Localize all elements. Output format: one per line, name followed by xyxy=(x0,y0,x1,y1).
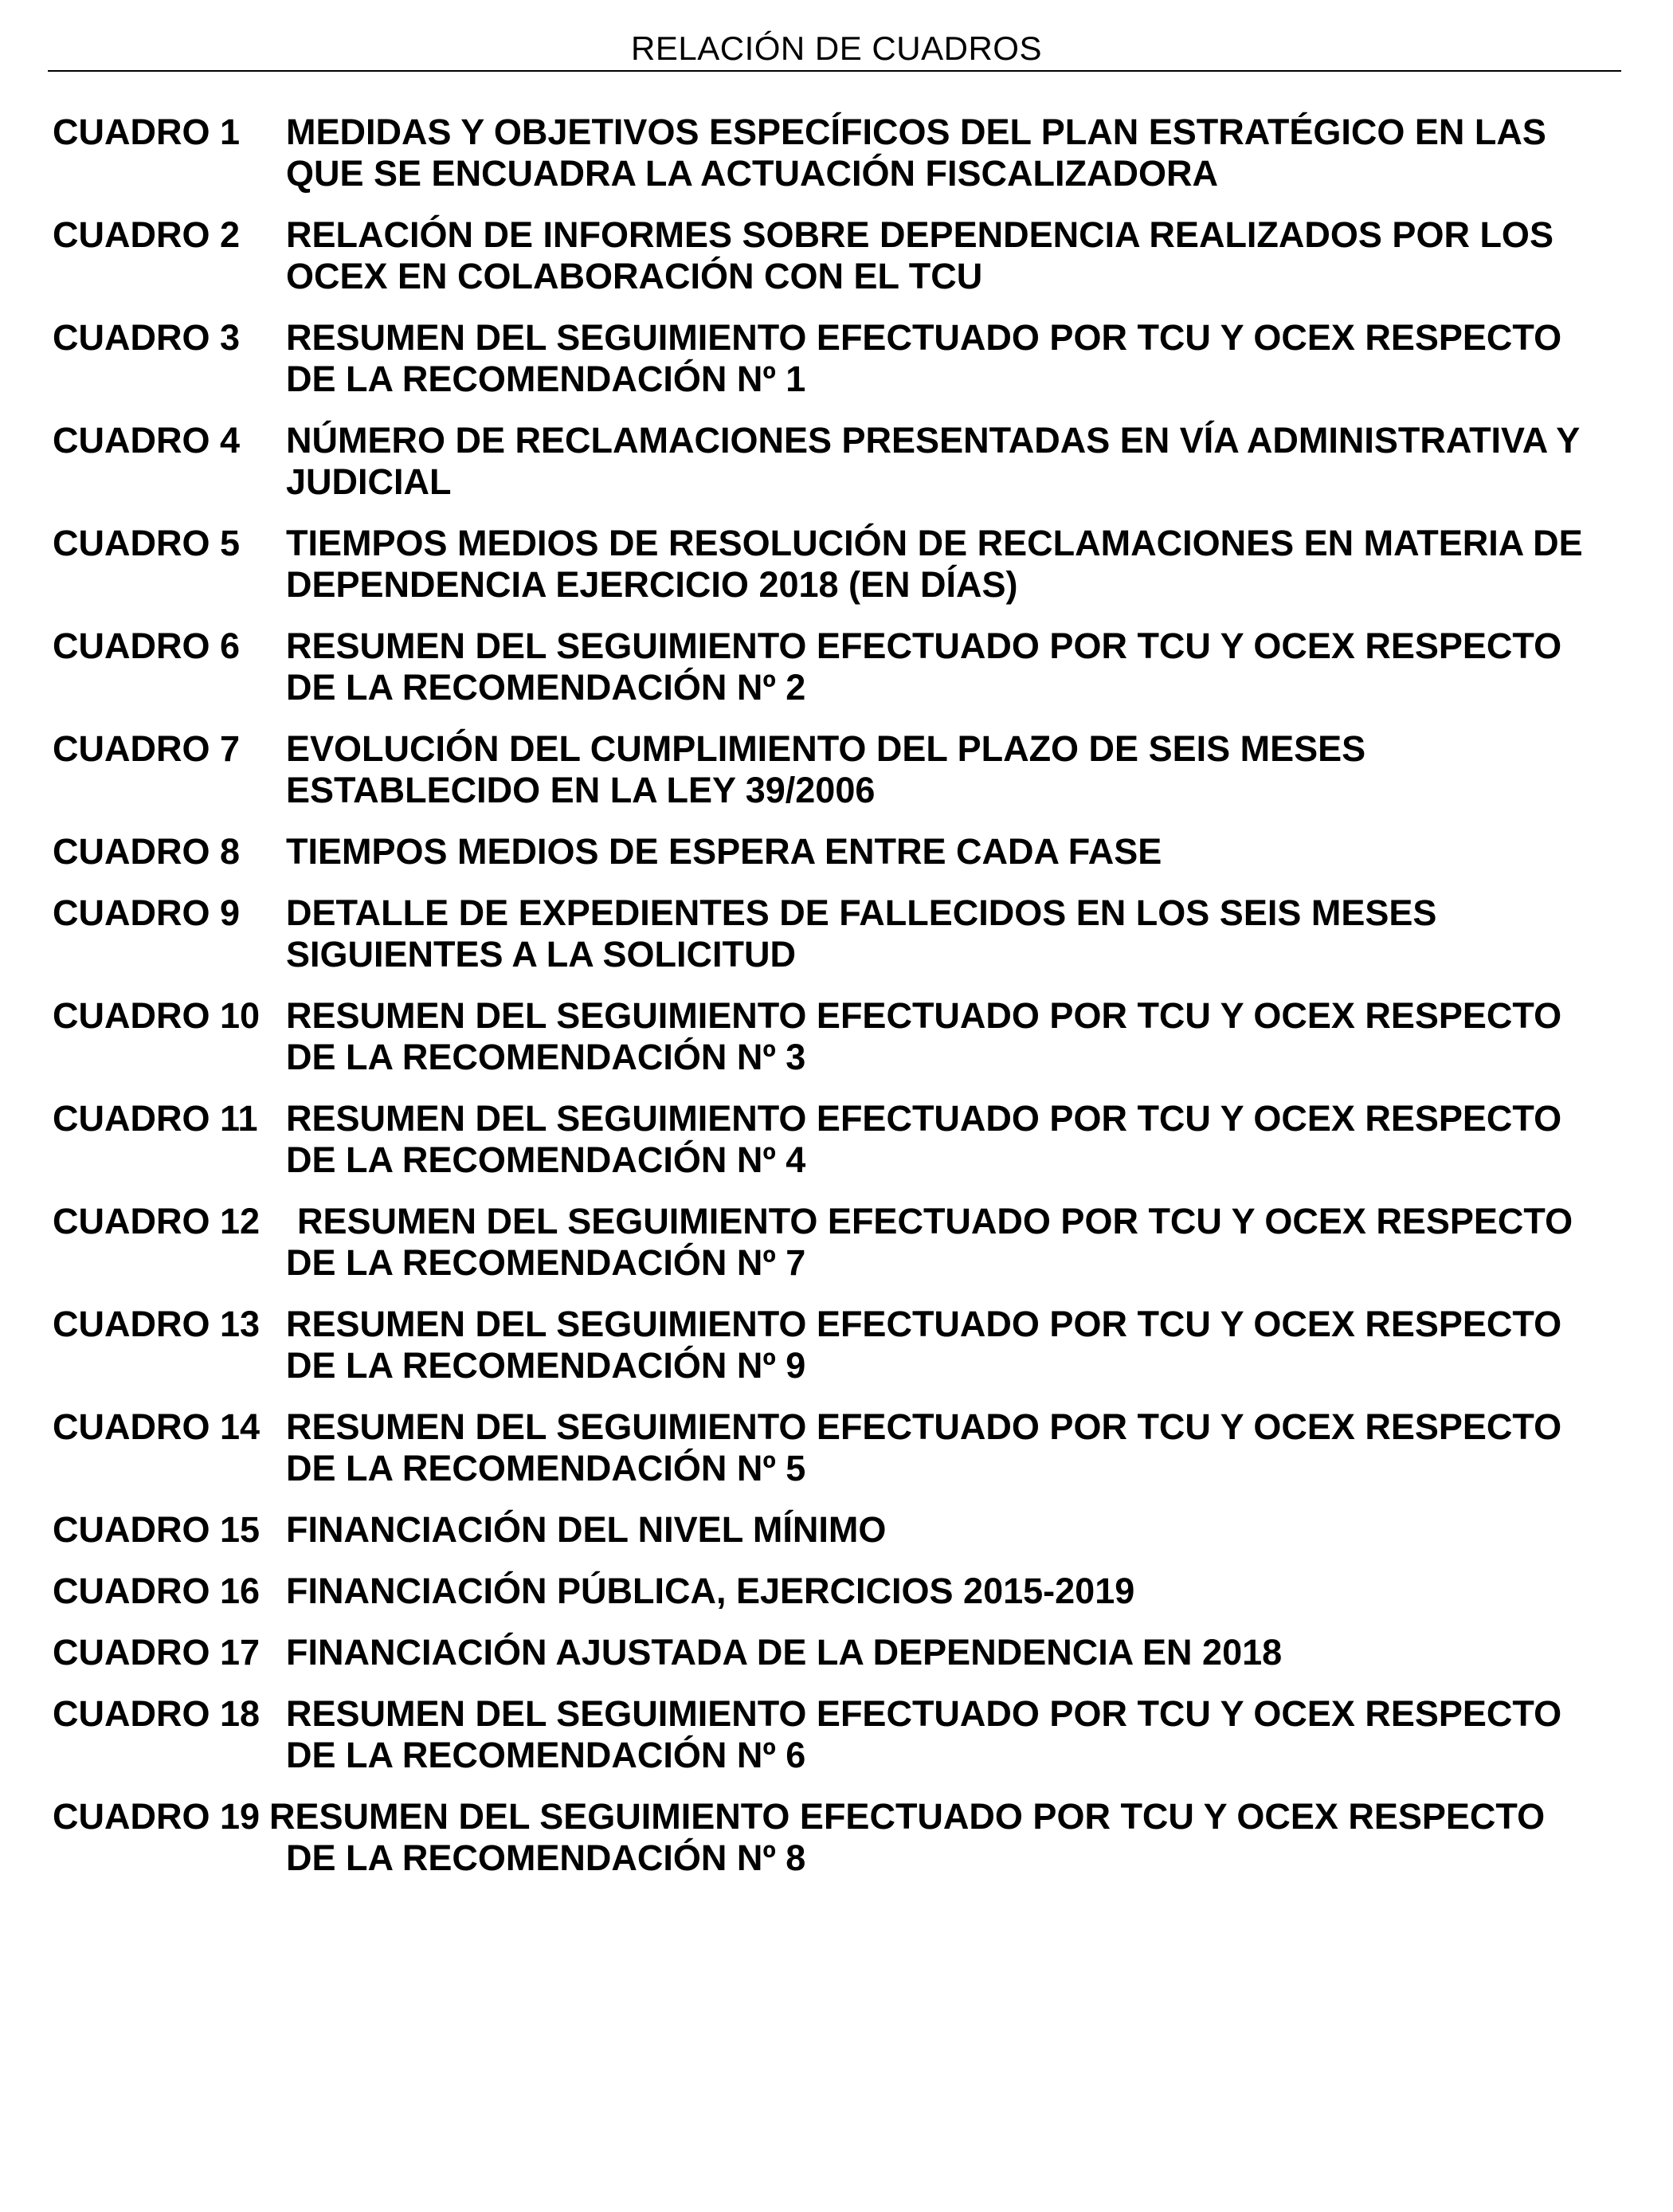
table-list-entry xyxy=(53,1304,1622,1386)
entry-title-line: TIEMPOS MEDIOS DE ESPERA ENTRE CADA FASE xyxy=(286,831,1162,872)
entry-label: CUADRO 13 xyxy=(53,1304,261,1344)
entry-title-line: RELACIÓN DE INFORMES SOBRE DEPENDENCIA REALIZADOS POR LOS xyxy=(286,214,1554,255)
entry-title xyxy=(286,317,1622,400)
table-list-entry xyxy=(53,317,1622,400)
table-list-entry xyxy=(53,420,1622,503)
entry-title-line: EVOLUCIÓN DEL CUMPLIMIENTO DEL PLAZO DE SEIS MESES xyxy=(286,728,1366,769)
entry-label: CUADRO 17 xyxy=(53,1632,261,1673)
entry-label: CUADRO 2 xyxy=(53,214,241,255)
entry-title-line: DE LA RECOMENDACIÓN Nº 5 xyxy=(286,1448,806,1488)
entry-title-line: FINANCIACIÓN PÚBLICA, EJERCICIOS 2015-2019 xyxy=(286,1571,1135,1611)
entry-label: CUADRO 14 xyxy=(53,1406,261,1447)
entry-title-line: FINANCIACIÓN AJUSTADA DE LA DEPENDENCIA EN 2018 xyxy=(286,1632,1283,1673)
entry-title-line: RESUMEN DEL SEGUIMIENTO EFECTUADO POR TCU Y OCEX RESPECTO xyxy=(286,1304,1562,1344)
entry-title-line: QUE SE ENCUADRA LA ACTUACIÓN FISCALIZADORA xyxy=(286,153,1218,194)
entry-title-line: MEDIDAS Y OBJETIVOS ESPECÍFICOS DEL PLAN ESTRATÉGICO EN LAS xyxy=(286,112,1546,152)
entry-title-line: DE LA RECOMENDACIÓN Nº 3 xyxy=(286,1037,806,1077)
entry-title-line: DE LA RECOMENDACIÓN Nº 4 xyxy=(286,1139,806,1180)
entry-label: CUADRO 8 xyxy=(53,831,241,872)
entry-title-line: DE LA RECOMENDACIÓN Nº 9 xyxy=(286,1345,806,1386)
entry-title xyxy=(286,995,1622,1078)
entry-label: CUADRO 4 xyxy=(53,420,241,461)
entry-title xyxy=(286,1693,1622,1776)
table-list-entry xyxy=(53,1406,1622,1489)
entry-label: CUADRO 1 xyxy=(53,112,241,152)
entry-title-line: ESTABLECIDO EN LA LEY 39/2006 xyxy=(286,770,876,810)
page-title: RELACIÓN DE CUADROS xyxy=(631,29,1042,67)
table-list-entry xyxy=(53,1098,1622,1181)
entry-label: CUADRO 15 xyxy=(53,1509,261,1550)
table-list-entry xyxy=(53,728,1622,811)
table-list-entry xyxy=(53,214,1622,297)
entry-label: CUADRO 3 xyxy=(53,317,241,358)
entry-title-line: DE LA RECOMENDACIÓN Nº 2 xyxy=(286,667,806,708)
entry-title-line: FINANCIACIÓN DEL NIVEL MÍNIMO xyxy=(286,1509,887,1550)
entry-title xyxy=(286,728,1622,811)
entry-title-line: JUDICIAL xyxy=(286,461,452,502)
entry-title xyxy=(286,626,1622,708)
entry-label: CUADRO 5 xyxy=(53,523,241,563)
entry-title xyxy=(286,892,1622,975)
entry-title-line: TIEMPOS MEDIOS DE RESOLUCIÓN DE RECLAMACIONES EN MATERIA DE xyxy=(286,523,1583,563)
table-list-entry xyxy=(53,1571,1622,1612)
entry-title xyxy=(286,1406,1622,1489)
entry-title xyxy=(286,1201,1622,1284)
table-list-entry xyxy=(53,1693,1622,1776)
entry-title xyxy=(286,214,1622,297)
entry-label: CUADRO 19 xyxy=(53,1796,261,1837)
entry-title xyxy=(269,1796,1622,1879)
entry-title xyxy=(286,523,1622,606)
table-list-entry xyxy=(53,112,1622,194)
entry-title-line: RESUMEN DEL SEGUIMIENTO EFECTUADO POR TCU Y OCEX RESPECTO xyxy=(286,1693,1562,1734)
entry-title-line: RESUMEN DEL SEGUIMIENTO EFECTUADO POR TCU Y OCEX RESPECTO xyxy=(286,626,1562,666)
entry-title-line: RESUMEN DEL SEGUIMIENTO EFECTUADO POR TCU Y OCEX RESPECTO xyxy=(286,317,1562,358)
table-list-entry xyxy=(53,1796,1622,1879)
entry-title-line: RESUMEN DEL SEGUIMIENTO EFECTUADO POR TCU Y OCEX RESPECTO xyxy=(286,1406,1562,1447)
entry-title xyxy=(286,1304,1622,1386)
entry-label: CUADRO 7 xyxy=(53,728,241,769)
table-list-entry xyxy=(53,1632,1622,1673)
entry-title-line: RESUMEN DEL SEGUIMIENTO EFECTUADO POR TCU Y OCEX RESPECTO xyxy=(269,1796,1546,1837)
entry-title xyxy=(286,831,1622,873)
entry-label: CUADRO 16 xyxy=(53,1571,261,1611)
table-list-entry xyxy=(53,1201,1622,1284)
entry-label: CUADRO 18 xyxy=(53,1693,261,1734)
table-list xyxy=(53,112,1622,1899)
entry-title-line: SIGUIENTES A LA SOLICITUD xyxy=(286,934,797,975)
title-divider xyxy=(48,70,1621,72)
table-list-entry xyxy=(53,995,1622,1078)
entry-title-line: OCEX EN COLABORACIÓN CON EL TCU xyxy=(286,256,983,296)
entry-title-line: DE LA RECOMENDACIÓN Nº 1 xyxy=(286,359,806,399)
entry-title-line: DE LA RECOMENDACIÓN Nº 7 xyxy=(286,1242,806,1283)
entry-label: CUADRO 11 xyxy=(53,1098,258,1139)
entry-title xyxy=(286,1509,1622,1551)
entry-title xyxy=(286,420,1622,503)
entry-title-line: DETALLE DE EXPEDIENTES DE FALLECIDOS EN LOS SEIS MESES xyxy=(286,892,1437,933)
entry-label: CUADRO 6 xyxy=(53,626,241,666)
entry-title-line: RESUMEN DEL SEGUIMIENTO EFECTUADO POR TCU Y OCEX RESPECTO xyxy=(297,1201,1573,1241)
entry-title-line: DEPENDENCIA EJERCICIO 2018 (EN DÍAS) xyxy=(286,564,1018,605)
table-list-entry xyxy=(53,523,1622,606)
table-list-entry xyxy=(53,892,1622,975)
table-list-entry xyxy=(53,831,1622,873)
entry-label: CUADRO 9 xyxy=(53,892,241,933)
table-list-entry xyxy=(53,626,1622,708)
entry-title xyxy=(286,1632,1622,1673)
table-list-entry xyxy=(53,1509,1622,1551)
entry-title-line: RESUMEN DEL SEGUIMIENTO EFECTUADO POR TCU Y OCEX RESPECTO xyxy=(286,995,1562,1036)
entry-title-line: NÚMERO DE RECLAMACIONES PRESENTADAS EN VÍA ADMINISTRATIVA Y xyxy=(286,420,1581,461)
entry-label: CUADRO 10 xyxy=(53,995,261,1036)
entry-label: CUADRO 12 xyxy=(53,1201,261,1241)
entry-title xyxy=(286,1571,1622,1612)
entry-title-line: RESUMEN DEL SEGUIMIENTO EFECTUADO POR TCU Y OCEX RESPECTO xyxy=(286,1098,1562,1139)
entry-title-line: DE LA RECOMENDACIÓN Nº 6 xyxy=(286,1735,806,1775)
entry-title xyxy=(286,112,1622,194)
entry-title-line: DE LA RECOMENDACIÓN Nº 8 xyxy=(286,1837,806,1878)
entry-title xyxy=(286,1098,1622,1181)
